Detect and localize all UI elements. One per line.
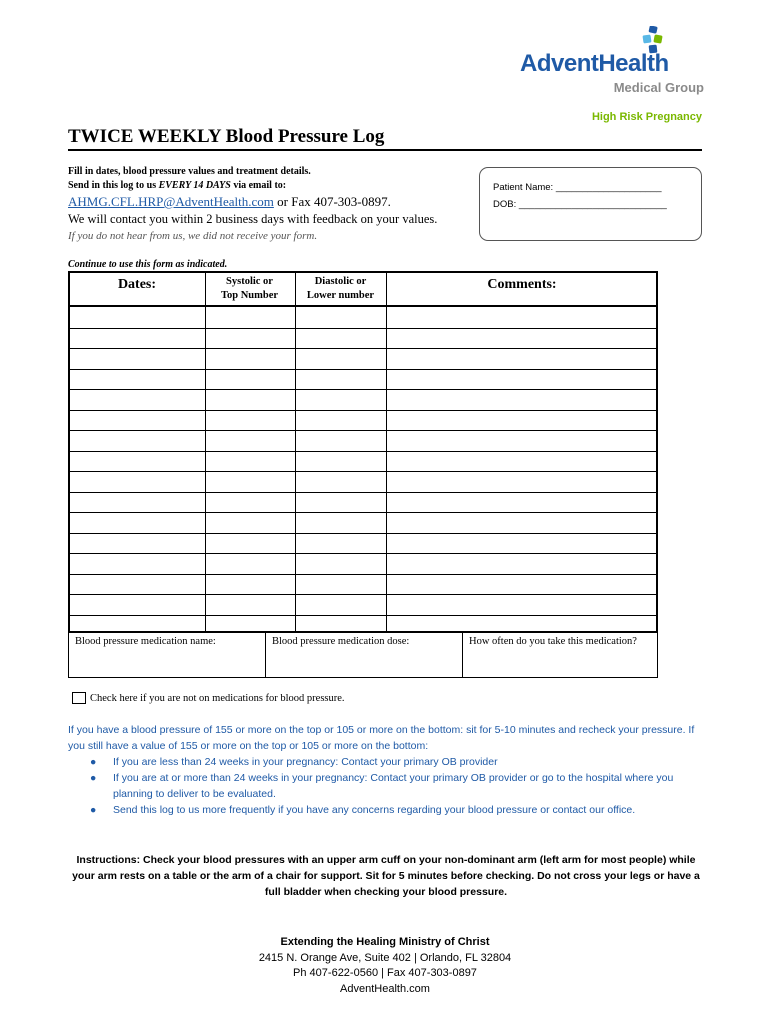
footer-phone-fax: Ph 407-622-0560 | Fax 407-303-0897: [293, 967, 477, 979]
no-reply-note: If you do not hear from us, we did not receive your form.: [68, 230, 318, 242]
medication-name-field[interactable]: Blood pressure medication name:: [75, 636, 216, 647]
no-medication-row: [72, 692, 345, 704]
advent-health-logo: [520, 26, 710, 100]
table-row-divider: [70, 410, 656, 411]
table-row-divider: [70, 533, 656, 534]
header-dates: Dates:: [117, 277, 157, 292]
footer-address: 2415 N. Orange Ave, Suite 402 | Orlando, FL 32804: [258, 951, 512, 964]
no-medication-label: Check here if you are not on medications for blood pressure.: [90, 692, 345, 704]
header-divider: [70, 305, 656, 307]
table-row-divider: [70, 430, 656, 431]
table-row-divider: [70, 451, 656, 452]
table-row-divider: [70, 553, 656, 554]
medication-dose-field[interactable]: Blood pressure medication dose:: [272, 636, 410, 647]
medication-frequency-field[interactable]: How often do you take this medication?: [469, 636, 637, 647]
title-divider: [68, 149, 702, 151]
table-row-divider: [70, 348, 656, 349]
guidance-bullet: ● Send this log to us more frequently if you have any concerns regarding your blood pressure or contact our office.: [90, 804, 636, 816]
header-comments: Comments:: [487, 277, 557, 292]
table-row-divider: [70, 471, 656, 472]
table-row-divider: [70, 389, 656, 390]
intro-line-1: Fill in dates, blood pressure values and treatment details.: [68, 166, 311, 177]
intro-line-2: Send in this log to us EVERY 14 DAYS via email to:: [68, 180, 287, 191]
instructions: Instructions: Check your blood pressures with an upper arm cuff on your non-dominant arm (left arm for most people) while your arm rests on a table or the arm of a chair for support. Sit for 5 minutes before checking. Do not cross your legs or have a full bladder when checking your blood pressure.: [72, 854, 700, 898]
footer: [185, 935, 585, 997]
bullet-icon: ●: [90, 772, 97, 784]
guidance-bullet: ● If you are at or more than 24 weeks in your pregnancy: Contact your primary OB provider or go to the hospital where you planning to deliver to be evaluated.: [90, 772, 674, 800]
guidance-bullet: ● If you are less than 24 weeks in your pregnancy: Contact your primary OB provider: [90, 756, 498, 768]
bullet-icon: ●: [90, 804, 97, 816]
page-title: TWICE WEEKLY Blood Pressure Log: [68, 126, 385, 147]
table-row-divider: [70, 574, 656, 575]
dob-field[interactable]: DOB: ____________________________: [493, 199, 667, 210]
table-row-divider: [70, 369, 656, 370]
table-row-divider: [70, 328, 656, 329]
logo-subtitle: Medical Group: [613, 80, 704, 95]
table-row-divider: [70, 492, 656, 493]
guidance-list: [90, 754, 708, 818]
bullet-icon: ●: [90, 756, 97, 768]
bp-guidance: [68, 722, 708, 818]
patient-info-box: [479, 167, 702, 241]
footer-motto: Extending the Healing Ministry of Christ: [280, 936, 490, 948]
patient-name-field[interactable]: Patient Name: ____________________: [493, 182, 662, 193]
bp-log-table: [68, 271, 658, 633]
header-diastolic: Diastolic or Lower number: [306, 276, 375, 301]
table-row-divider: [70, 594, 656, 595]
program-name: High Risk Pregnancy: [591, 111, 702, 123]
continue-note: Continue to use this form as indicated.: [68, 259, 228, 270]
logo-name: AdventHealth: [520, 50, 669, 77]
table-row-divider: [70, 615, 656, 616]
contact-note: We will contact you within 2 business days with feedback on your values.: [68, 212, 438, 226]
guidance-paragraph: If you have a blood pressure of 155 or more on the top or 105 or more on the bottom: sit for 5-10 minutes and recheck your pressure. If you still have a value of 155 or more on the top or 105 or more on the bottom:: [68, 724, 695, 752]
intro-line-3: AHMG.CFL.HRP@AdventHealth.com or Fax 407-303-0897.: [68, 194, 391, 209]
email-link[interactable]: AHMG.CFL.HRP@AdventHealth.com: [68, 194, 274, 209]
header-systolic: Systolic or Top Number: [220, 276, 279, 301]
no-medication-checkbox[interactable]: [72, 692, 86, 704]
footer-website[interactable]: AdventHealth.com: [340, 982, 430, 995]
medication-table: [68, 633, 658, 678]
table-row-divider: [70, 512, 656, 513]
